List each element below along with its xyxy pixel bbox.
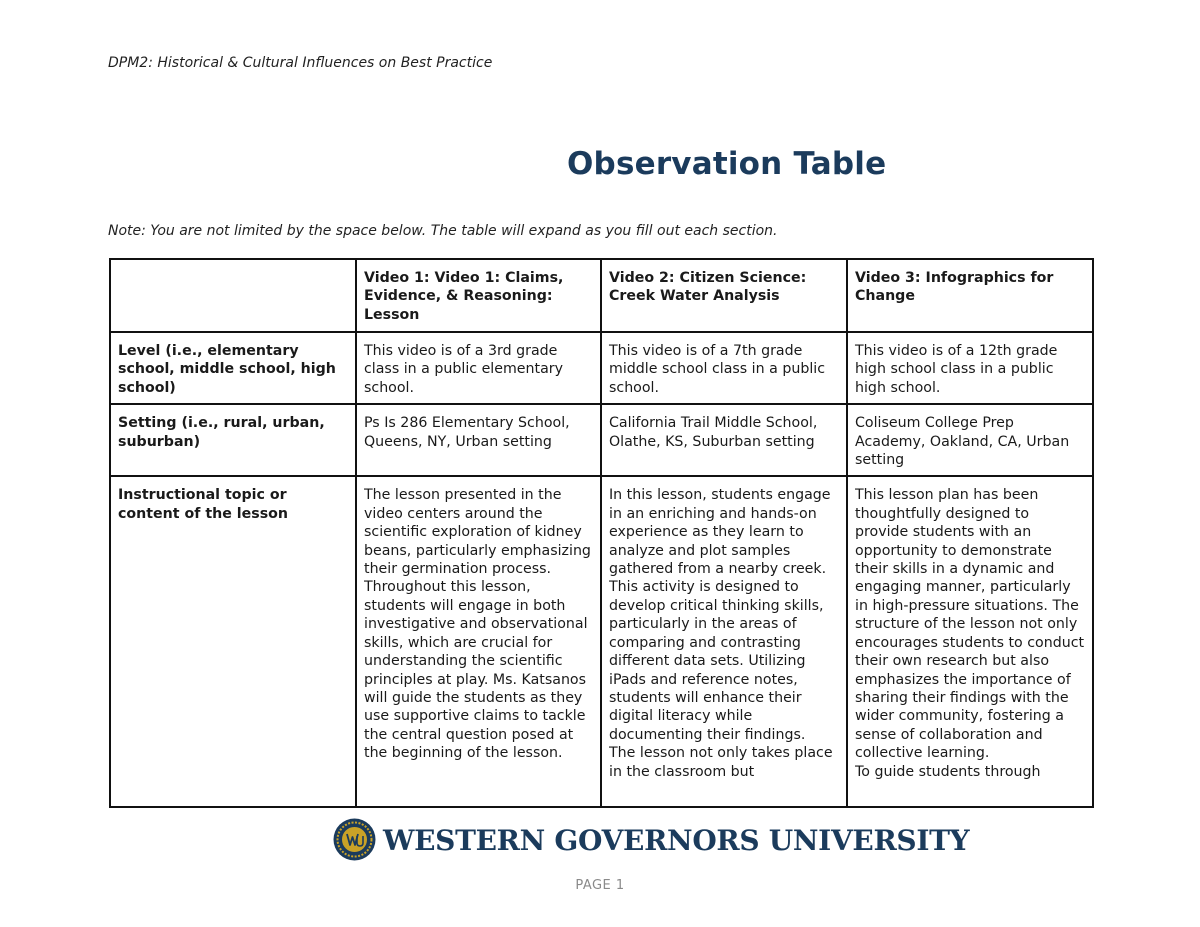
observation-table: [109, 258, 1094, 808]
cell-text: This video is of a 12th grade high school class in a public high school.: [855, 343, 1058, 396]
cell-text: This video is of a 3rd grade class in a public elementary school.: [364, 343, 563, 396]
table-row-topic: [110, 476, 1093, 807]
page-title: Observation Table: [567, 146, 887, 182]
cell-text: This video is of a 7th grade middle school class in a public school.: [609, 343, 826, 396]
logo-wordmark: WESTERN GOVERNORS UNIVERSITY: [383, 824, 970, 857]
university-seal-icon: [333, 818, 376, 861]
table-note: Note: You are not limited by the space below. The table will expand as you fill out each section.: [108, 223, 778, 239]
row-label-setting: Setting (i.e., rural, urban, suburban): [110, 404, 356, 476]
cell-text: Coliseum College Prep Academy, Oakland, CA, Urban setting: [855, 415, 1070, 469]
cell-text: In this lesson, students engage in an enriching and hands-on experience as they learn to analyze and plot samples gathered from a nearby creek. This activity is designed to develop critical thinking skills, particularly in the areas of comparing and contrasting different data sets. Utilizing iPads and reference notes, students will enhance their digital literacy while documenting their findings.: [609, 487, 831, 743]
corner-cell: [110, 259, 356, 332]
cell-topic-video-3: [847, 476, 1093, 807]
cell-text: California Trail Middle School, Olathe, KS, Suburban setting: [609, 415, 818, 450]
cell-level-video-1: [356, 332, 601, 404]
cell-text: The lesson not only takes place in the classroom but: [609, 745, 833, 780]
cell-setting-video-1: [356, 404, 601, 476]
table-header-row: [110, 259, 1093, 332]
cell-text: This lesson plan has been thoughtfully designed to provide students with an opportunity to demonstrate their skills in a dynamic and engaging manner, particularly in high-pressure situations. The structure of the lesson not only encourages students to conduct their own research but also emphasizes the importance of sharing their findings with the wider community, fostering a sense of collaboration and collective learning.: [855, 487, 1085, 762]
cell-text: Ps Is 286 Elementary School, Queens, NY, Urban setting: [364, 415, 570, 450]
cell-text: The lesson presented in the video centers around the scientific exploration of kidney beans, particularly emphasizing their germination process. Throughout this lesson, students will engage in both investigative and observational skills, which are crucial for understanding the scientific principles at play. Ms. Katsanos will guide the students as they use supportive claims to tackle the central question posed at the beginning of the lesson.: [364, 487, 591, 762]
row-label-topic: Instructional topic or content of the lesson: [110, 476, 356, 807]
page-number: PAGE 1: [575, 878, 625, 893]
table-row-setting: [110, 404, 1093, 476]
cell-text: To guide students through: [855, 763, 1041, 780]
table-row-level: [110, 332, 1093, 404]
wgu-logo: [333, 818, 970, 862]
cell-topic-video-2: [601, 476, 847, 807]
column-header-video-3: Video 3: Infographics for Change: [847, 259, 1093, 332]
document-header: DPM2: Historical & Cultural Influences on Best Practice: [108, 55, 493, 71]
row-label-level: Level (i.e., elementary school, middle school, high school): [110, 332, 356, 404]
cell-setting-video-2: [601, 404, 847, 476]
cell-level-video-3: [847, 332, 1093, 404]
cell-level-video-2: [601, 332, 847, 404]
column-header-video-1: Video 1: Video 1: Claims, Evidence, & Reasoning: Lesson: [356, 259, 601, 332]
cell-setting-video-3: [847, 404, 1093, 476]
column-header-video-2: Video 2: Citizen Science: Creek Water Analysis: [601, 259, 847, 332]
cell-topic-video-1: [356, 476, 601, 807]
